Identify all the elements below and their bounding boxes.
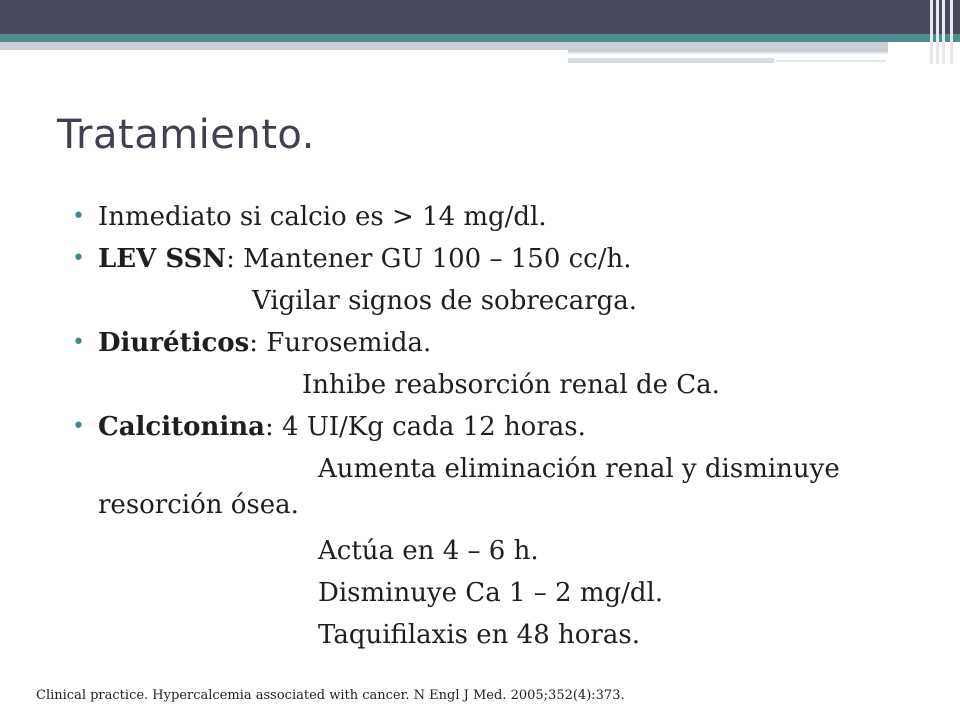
banner-dark-stripe	[0, 0, 960, 34]
banner-teal-stripe	[0, 34, 960, 42]
bullet-icon: •	[72, 330, 85, 355]
bullet-icon: •	[72, 414, 85, 439]
list-item-sub	[72, 484, 942, 530]
bullet-text: : Mantener GU 100 – 150 cc/h.	[226, 244, 632, 274]
citation-footer: Clinical practice. Hypercalcemia associated with cancer. N Engl J Med. 2005;352(4):373.	[36, 688, 625, 703]
list-item-sub	[72, 530, 942, 572]
banner-gray-stripe	[0, 42, 568, 50]
corner-decoration	[928, 0, 960, 64]
list-item-sub	[72, 364, 942, 406]
list-item-sub	[72, 572, 942, 614]
banner-thin-line	[776, 60, 886, 62]
bullet-icon: •	[72, 204, 85, 229]
bullet-icon: •	[72, 246, 85, 271]
sub-text: Disminuye Ca 1 – 2 mg/dl.	[318, 578, 664, 608]
list-item-sub	[72, 614, 942, 656]
banner-thin-line	[568, 58, 774, 63]
list-item	[72, 322, 942, 364]
sub-text: Actúa en 4 – 6 h.	[318, 536, 539, 566]
slide-content	[72, 196, 942, 656]
bullet-term: Calcitonina	[98, 412, 266, 442]
list-item	[72, 196, 942, 238]
bullet-text: : 4 UI/Kg cada 12 horas.	[265, 412, 586, 442]
sub-text: Inhibe reabsorción renal de Ca.	[302, 370, 720, 400]
banner-gray-stripe-right	[568, 42, 888, 52]
list-item-sub	[72, 280, 942, 322]
sub-text: Vigilar signos de sobrecarga.	[252, 286, 638, 316]
sub-text: Taquifilaxis en 48 horas.	[318, 620, 640, 650]
slide-title: Tratamiento.	[57, 112, 315, 158]
bullet-text: Inmediato si calcio es > 14 mg/dl.	[98, 202, 547, 232]
list-item	[72, 406, 942, 448]
sub-text: resorción ósea.	[98, 490, 299, 520]
banner-thin-line	[568, 52, 888, 54]
bullet-text: : Furosemida.	[249, 328, 432, 358]
bullet-term: Diuréticos	[98, 328, 250, 358]
bullet-term: LEV SSN	[98, 244, 227, 274]
list-item-sub	[72, 448, 942, 484]
bullet-list	[72, 196, 942, 656]
sub-text: Aumenta eliminación renal y disminuye	[318, 454, 840, 484]
list-item	[72, 238, 942, 280]
